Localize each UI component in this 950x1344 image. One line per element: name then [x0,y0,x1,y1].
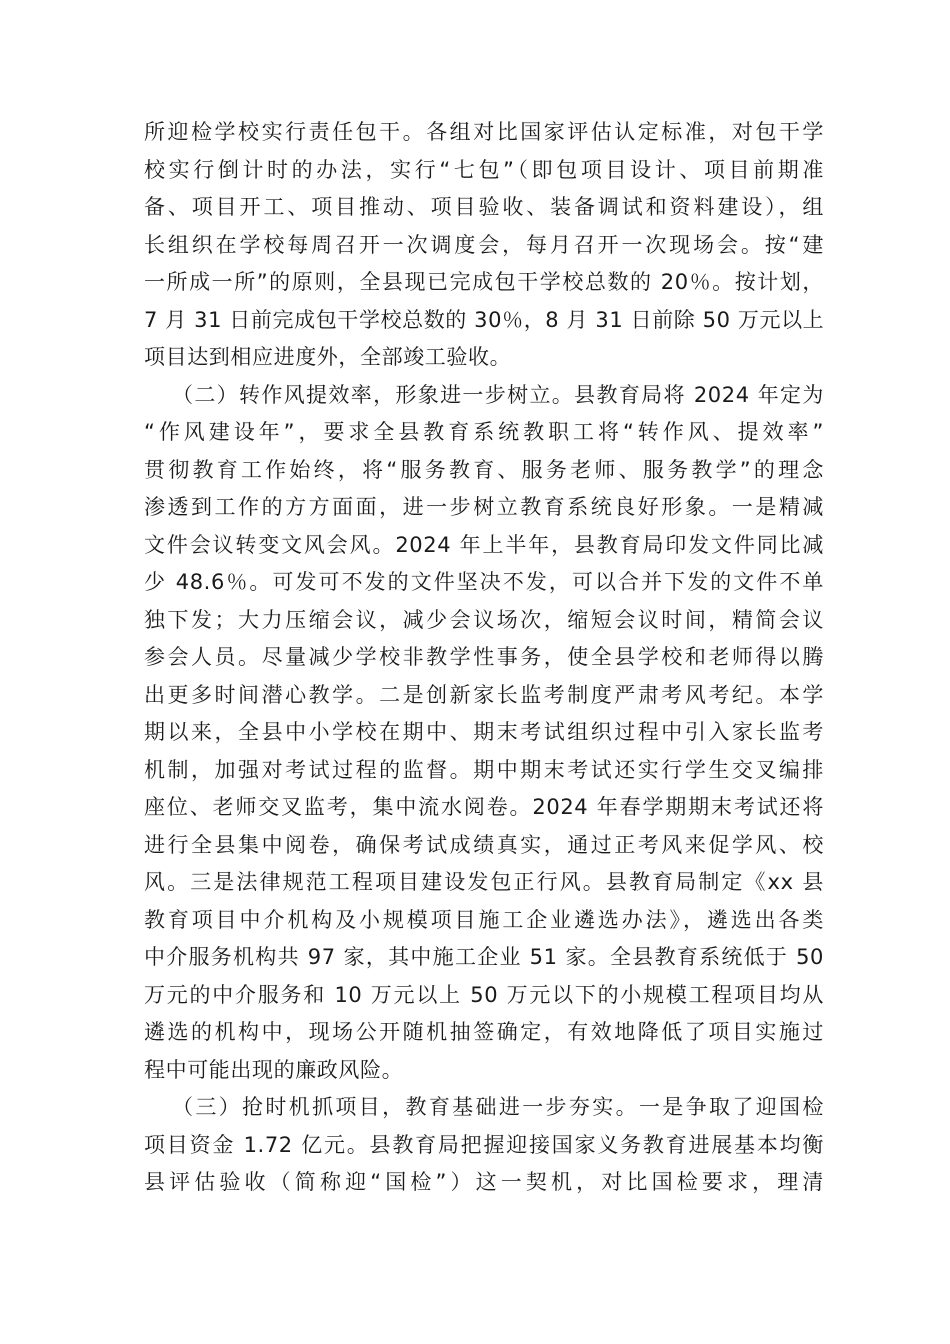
text-line: 中介服务机构共 97 家，其中施工企业 51 家。全县教育系统低于 50 [144,945,824,969]
text-line: 机制，加强对考试过程的监督。期中期末考试还实行学生交叉编排 [144,757,824,782]
text-line: 县评估验收（简称迎“国检”）这一契机，对比国检要求，理清 [144,1170,824,1194]
paragraph-3 [144,1089,824,1202]
text-line: 项目资金 1.72 亿元。县教育局把握迎接国家义务教育进展基本均衡 [144,1132,824,1157]
text-line: 遴选的机构中，现场公开随机抽签确定，有效地降低了项目实施过 [144,1020,824,1044]
text-line: 万元的中介服务和 10 万元以上 50 万元以下的小规模工程项目均从 [144,982,824,1007]
text-line: 项目达到相应进度外，全部竣工验收。 [144,345,512,369]
text-line: 程中可能出现的廉政风险。 [144,1057,404,1082]
text-line: （三）抢时机抓项目，教育基础进一步夯实。一是争取了迎国检 [172,1095,824,1119]
text-line: 文件会议转变文风会风。2024 年上半年，县教育局印发文件同比减 [144,532,824,557]
text-line: 长组织在学校每周召开一次调度会，每月召开一次现场会。按“建 [144,232,824,257]
text-line: 少 48.6％。可发可不发的文件坚决不发，可以合并下发的文件不单 [144,570,824,594]
text-line: 期以来，全县中小学校在期中、期末考试组织过程中引入家长监考 [144,720,824,744]
text-line: “作风建设年”，要求全县教育系统教职工将“转作风、提效率” [144,420,824,444]
document-body [144,114,824,1202]
text-line: 进行全县集中阅卷，确保考试成绩真实，通过正考风来促学风、校 [144,832,824,857]
text-line: 参会人员。尽量减少学校非教学性事务，使全县学校和老师得以腾 [144,645,824,669]
paragraph-2 [144,377,824,1090]
text-line: 一所成一所”的原则，全县现已完成包干学校总数的 20％。按计划， [144,270,824,294]
text-line: 校实行倒计时的办法，实行“七包”（即包项目设计、项目前期准 [144,157,824,182]
text-line: 所迎检学校实行责任包干。各组对比国家评估认定标准，对包干学 [144,120,824,144]
text-line: 渗透到工作的方方面面，进一步树立教育系统良好形象。一是精减 [144,495,824,519]
text-line: 独下发；大力压缩会议，减少会议场次，缩短会议时间，精简会议 [144,607,824,632]
text-line: 贯彻教育工作始终，将“服务教育、服务老师、服务教学”的理念 [144,457,824,482]
text-line: 教育项目中介机构及小规模项目施工企业遴选办法》，遴选出各类 [144,907,824,932]
text-line: 座位、老师交叉监考，集中流水阅卷。2024 年春学期期末考试还将 [144,795,824,819]
text-line: 备、项目开工、项目推动、项目验收、装备调试和资料建设），组 [144,195,824,219]
text-line: 出更多时间潜心教学。二是创新家长监考制度严肃考风考纪。本学 [144,682,824,707]
text-line: 7 月 31 日前完成包干学校总数的 30％，8 月 31 日前除 50 万元以上 [144,307,825,332]
text-line: （二）转作风提效率，形象进一步树立。县教育局将 2024 年定为 [172,382,824,407]
paragraph-1 [144,114,824,377]
text-line: 风。三是法律规范工程项目建设发包正行风。县教育局制定《xx 县 [144,870,824,894]
